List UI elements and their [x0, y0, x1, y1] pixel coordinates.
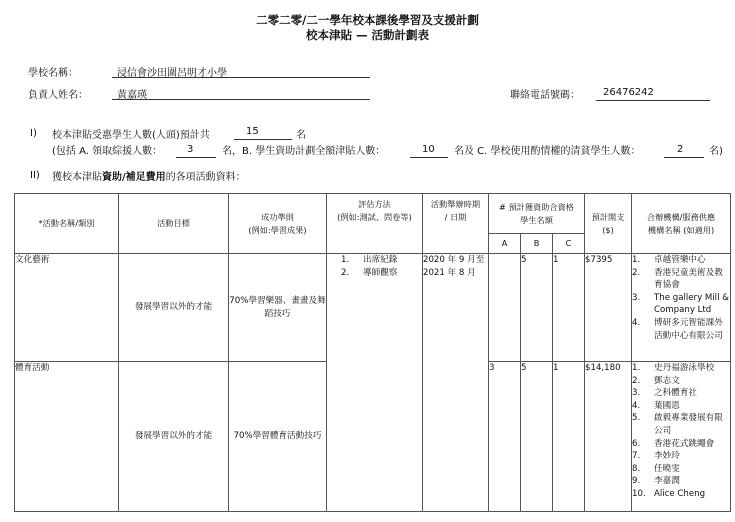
header-partner-line1: 合辦機構/服務供應: [646, 211, 716, 222]
partner-list: [632, 362, 730, 501]
count-c-cell: 1: [553, 254, 585, 362]
count-b-cell: 5: [521, 254, 553, 362]
school-name-value: 浸信會沙田圍呂明才小學: [117, 68, 227, 79]
section2-numeral: II): [30, 170, 40, 181]
count-a-cell: 3: [489, 362, 521, 512]
count-b-cell: 5: [521, 362, 553, 512]
header-col-a: A: [489, 234, 521, 254]
c-count-value: 2: [677, 144, 684, 155]
total-underline: [234, 139, 292, 140]
header-cost-line2: ($): [602, 224, 614, 235]
evaluation-item: 2. 導師觀察: [341, 267, 398, 278]
partner-item: 3. 之科體育社: [632, 388, 698, 399]
header-period-line2: / 日期: [444, 212, 467, 222]
header-criteria-line2: (例如:學習成果): [248, 224, 307, 235]
header-expected-line2: 學生名額: [520, 214, 553, 225]
activity-plan-table: [14, 193, 731, 512]
section2-text-post: 的各項活動資料：: [165, 172, 246, 183]
partner-cell: [632, 254, 731, 362]
person-name-value: 黃嘉瑛: [117, 90, 147, 101]
header-cost: [585, 194, 632, 254]
section1-a-label: (包括 A. 領取綜援人數：: [52, 146, 163, 157]
partner-item: 2. 鄧志文: [632, 375, 680, 386]
section1-line1-prefix: 校本津貼受惠學生人數(人頭)預計共: [52, 130, 210, 141]
person-name-underline: [112, 99, 370, 100]
count-c-cell: 1: [553, 362, 585, 512]
header-expected-line1: # 預計獲資助合資格: [499, 201, 574, 212]
evaluation-list: [341, 254, 422, 279]
header-period: [423, 194, 489, 254]
cost-cell: $7395: [585, 254, 632, 362]
goal-cell: 發展學習以外的才能: [119, 362, 229, 512]
partner-item: 4. 葉國恩: [632, 400, 680, 411]
header-eval-line2: (例如:測試、問卷等): [337, 212, 412, 222]
evaluation-item: 1. 出席紀錄: [341, 255, 398, 265]
section2-text-pre: 獲校本津貼: [52, 172, 102, 183]
header-period-line1: 活動舉辦時期: [430, 199, 481, 209]
period-cell: 2020 年 9 月至 2021 年 8 月: [423, 254, 489, 512]
header-evaluation: [327, 194, 423, 254]
header-cost-line1: 預計開支: [591, 211, 625, 222]
partner-item: 10. Alice Cheng: [632, 488, 706, 499]
table-row: [15, 254, 731, 362]
partner-item: 5. 啟毅專業發展有限公司: [632, 413, 723, 436]
header-criteria: [229, 194, 327, 254]
section1-line2-suffix: 名): [709, 146, 723, 157]
a-underline: [176, 157, 216, 158]
b-underline: [410, 157, 448, 158]
cost-cell: $14,180: [585, 362, 632, 512]
phone-label: 聯絡電話號碼：: [510, 90, 580, 101]
criteria-cell: 70%學習樂器、畫畫及舞蹈技巧: [229, 254, 327, 362]
partner-cell: [632, 362, 731, 512]
header-partner-line2: 機構名稱 (如適用): [647, 224, 715, 235]
evaluation-cell: [327, 254, 423, 512]
partner-item: 7. 李妙玲: [632, 451, 680, 462]
section1-b-label: 名，B. 學生資助計劃全額津貼人數：: [222, 146, 386, 157]
person-name-label: 負責人姓名：: [28, 90, 88, 101]
header-goal: 活動目標: [119, 194, 229, 254]
partner-item: 1. 卓越管樂中心: [632, 255, 706, 265]
header-criteria-line1: 成功準則: [261, 211, 294, 222]
total-students-value: 15: [246, 126, 259, 137]
header-col-b: B: [521, 234, 553, 254]
phone-underline: [596, 100, 710, 101]
partner-item: 9. 李嘉潤: [632, 476, 680, 487]
activity-name-cell: 體育活動: [15, 362, 119, 512]
header-col-c: C: [553, 234, 585, 254]
header-activity: *活動名稱/類別: [15, 194, 119, 254]
section2-heading: [52, 168, 246, 183]
count-a-cell: [489, 254, 521, 362]
section2-text-bold: 資助/補足費用: [102, 172, 166, 183]
activity-name-cell: 文化藝術: [15, 254, 119, 362]
partner-item: 3. The gallery Mill & Company Ltd: [632, 292, 729, 316]
criteria-cell: 70%學習體育活動技巧: [229, 362, 327, 512]
b-count-value: 10: [422, 144, 435, 155]
c-underline: [664, 157, 704, 158]
partner-item: 2. 香港兒童美術及教育協會: [632, 267, 723, 291]
partner-item: 4. 博研多元智能課外活動中心有限公司: [632, 317, 723, 341]
partner-item: 8. 任曉雯: [632, 463, 680, 474]
partner-item: 1. 史丹福游泳學校: [632, 363, 715, 373]
form-title: 二零二零/二一學年校本課後學習及支援計劃: [256, 13, 479, 27]
a-count-value: 3: [187, 144, 194, 155]
section1-c-label: 名及 C. 學校使用酌情權的清貧學生人數：: [454, 146, 641, 157]
header-eval-line1: 評估方法: [358, 199, 391, 209]
form-subtitle: 校本津貼 — 活動計劃表: [305, 28, 429, 42]
school-name-underline: [112, 77, 370, 78]
partner-list: [632, 254, 730, 342]
phone-value: 26476242: [603, 87, 654, 98]
header-expected: [489, 194, 585, 234]
section1-line1-suffix: 名: [296, 130, 306, 141]
section1-numeral: I): [30, 128, 37, 139]
header-partner: [632, 194, 731, 254]
school-name-label: 學校名稱：: [28, 68, 78, 79]
goal-cell: 發展學習以外的才能: [119, 254, 229, 362]
partner-item: 6. 香港花式跳繩會: [632, 438, 715, 449]
table-header-row: [15, 194, 731, 234]
